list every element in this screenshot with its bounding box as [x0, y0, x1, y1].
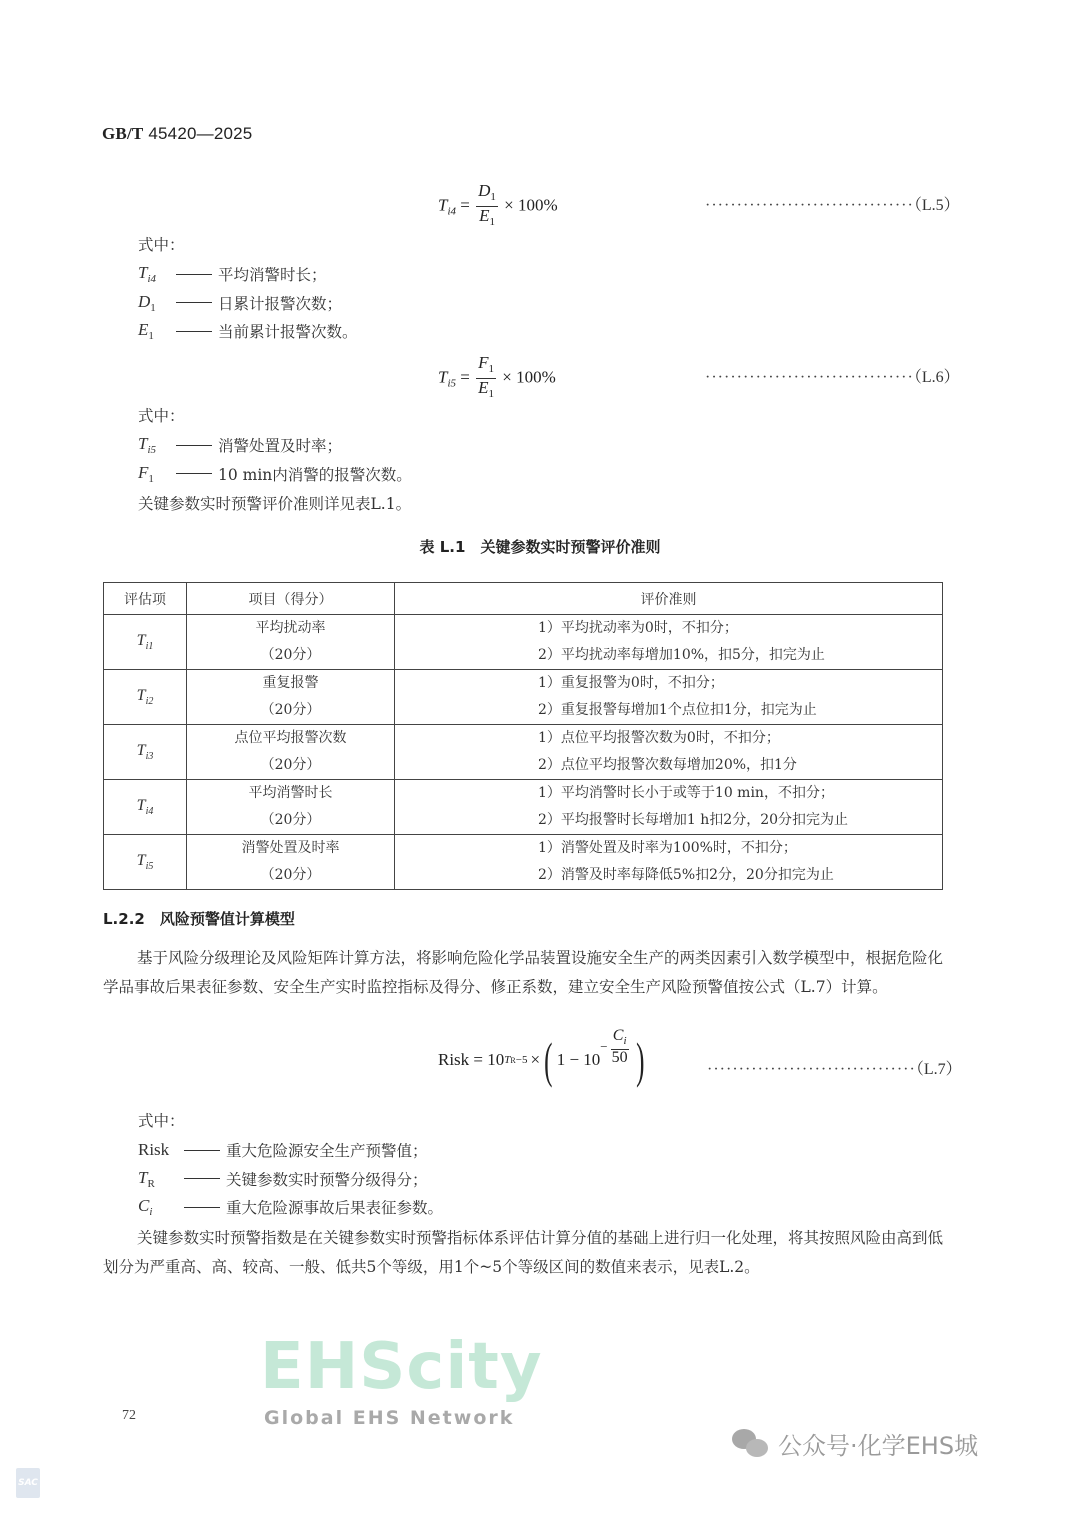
definition-row: $D_1$ 日累计报警次数；: [138, 291, 343, 314]
item-name: 平均消警时长: [248, 785, 333, 801]
fraction: $\frac{F_1}{E_1}$: [478, 353, 495, 400]
table-row: [104, 670, 943, 725]
indicator-symbol: $T_{i2}$: [104, 670, 187, 725]
item-score: （20分）: [260, 647, 321, 663]
indicator-symbol: $T_{i5}$: [104, 835, 187, 890]
criterion-2: 2）重复报警每增加1个点位扣1分，扣完为止: [538, 702, 817, 718]
right-paren: ): [635, 1032, 645, 1088]
standard-number: 45420—2025: [148, 124, 253, 143]
item-score: （20分）: [260, 757, 321, 773]
criterion-1: 1）点位平均报警次数为0时，不扣分；: [538, 730, 780, 746]
dash-separator: [184, 1150, 220, 1151]
criterion-2: 2）平均报警时长每增加1 h扣2分，20分扣完为止: [538, 812, 849, 828]
definition-row: $T_{i5}$ 消警处置及时率；: [138, 434, 343, 457]
column-header: 项目（得分）: [187, 583, 395, 615]
paragraph: 基于风险分级理论及风险矩阵计算方法，将影响危险化学品装置设施安全生产的两类因素引入数学模型中，根据危险化学品事故后果表征参数、安全生产实时监控指标及得分、修正系数，建立安全生产风险预警值按公式（L.7）计算。: [103, 949, 944, 996]
standard-code: [102, 124, 252, 144]
watermark-tagline: Global EHS Network: [264, 1407, 515, 1429]
equation-number-l5: ·································（L.5）: [705, 197, 960, 214]
dash-separator: [184, 1178, 220, 1179]
dash-separator: [184, 1207, 220, 1208]
criterion-2: 2）平均扰动率每增加10%，扣5分，扣完为止: [538, 647, 825, 663]
definitions-l5: [138, 260, 358, 346]
criterion-1: 1）重复报警为0时，不扣分；: [538, 675, 724, 691]
item-name: 重复报警: [262, 675, 319, 691]
section-heading: L.2.2 风险预警值计算模型: [103, 910, 295, 928]
wechat-attribution: [732, 1426, 978, 1461]
item-name: 平均扰动率: [255, 620, 326, 636]
wechat-icon: [732, 1429, 772, 1459]
where-label: 式中：: [138, 236, 185, 254]
table-row: [104, 835, 943, 890]
table-header-row: [104, 583, 943, 615]
criterion-2: 2）点位平均报警次数每增加20%，扣1分: [538, 757, 797, 773]
fraction: $\frac{D_1}{E_1}$: [478, 181, 496, 228]
item-score: （20分）: [260, 867, 321, 883]
item-score: （20分）: [260, 812, 321, 828]
definitions-l6: [138, 431, 412, 488]
equation-l6: $T_{i5}$ = $\frac{F_1}{E_1}$ × 100%: [438, 354, 556, 403]
table-row: [104, 615, 943, 670]
equation-number-l6: ·································（L.6）: [705, 369, 960, 386]
where-label: 式中：: [138, 1112, 185, 1130]
where-label: 式中：: [138, 407, 185, 425]
table-row: [104, 725, 943, 780]
definition-row: $E_1$ 当前累计报警次数。: [138, 320, 358, 343]
indicator-symbol: $T_{i1}$: [104, 615, 187, 670]
criteria-table: [103, 582, 943, 890]
sac-logo: SAC: [16, 1468, 40, 1498]
item-name: 消警处置及时率: [241, 840, 340, 856]
dash-separator: [176, 274, 212, 275]
definition-row: Risk 重大危险源安全生产预警值；: [138, 1140, 428, 1161]
criterion-1: 1）平均消警时长小于或等于10 min，不扣分；: [538, 785, 834, 801]
see-table-text: 关键参数实时预警评价准则详见表L.1。: [138, 495, 412, 513]
table-row: [104, 780, 943, 835]
paragraph: 关键参数实时预警指数是在关键参数实时预警指标体系评估计算分值的基础上进行归一化处理，将其按照风险由高到低划分为严重高、高、较高、一般、低共5个等级，用1个~5个等级区间的数值来表示，见表L.2。: [103, 1229, 944, 1276]
indicator-symbol: $T_{i3}$: [104, 725, 187, 780]
item-score: （20分）: [260, 702, 321, 718]
item-name: 点位平均报警次数: [234, 730, 347, 746]
column-header: 评估项: [104, 583, 187, 615]
standard-prefix: GB/T: [102, 124, 144, 143]
definition-row: $T_{i4}$ 平均消警时长；: [138, 263, 327, 286]
dash-separator: [176, 302, 212, 303]
definition-row: $C_i$ 重大危险源事故后果表征参数。: [138, 1196, 444, 1219]
dash-separator: [176, 445, 212, 446]
page-number: 72: [122, 1408, 136, 1423]
equation-number-l7: ·································（L.7）: [707, 1061, 962, 1078]
equation-l5: $T_{i4}$ = $\frac{D_1}{E_1}$ × 100%: [438, 182, 558, 231]
definition-row: $T_R$ 关键参数实时预警分级得分；: [138, 1167, 428, 1190]
column-header: 评价准则: [395, 583, 943, 615]
equation-l7: Risk = 10 TR−5 × ( 1 − 10 − $\frac{C_i}{50}$ ): [438, 1027, 645, 1088]
criterion-1: 1）平均扰动率为0时，不扣分；: [538, 620, 738, 636]
definition-row: $F_1$ 10 min内消警的报警次数。: [138, 462, 412, 485]
table-caption: 表 L.1 关键参数实时预警评价准则: [419, 538, 661, 556]
indicator-symbol: $T_{i4}$: [104, 780, 187, 835]
wechat-account-name: 公众号·化学EHS城: [778, 1432, 979, 1460]
criterion-2: 2）消警及时率每降低5%扣2分，20分扣完为止: [538, 867, 834, 883]
dash-separator: [176, 331, 212, 332]
watermark-logo: EHScity: [260, 1330, 543, 1404]
criterion-1: 1）消警处置及时率为100%时，不扣分；: [538, 840, 797, 856]
left-paren: (: [544, 1032, 553, 1088]
dash-separator: [176, 473, 212, 474]
definitions-l7: [138, 1136, 443, 1222]
